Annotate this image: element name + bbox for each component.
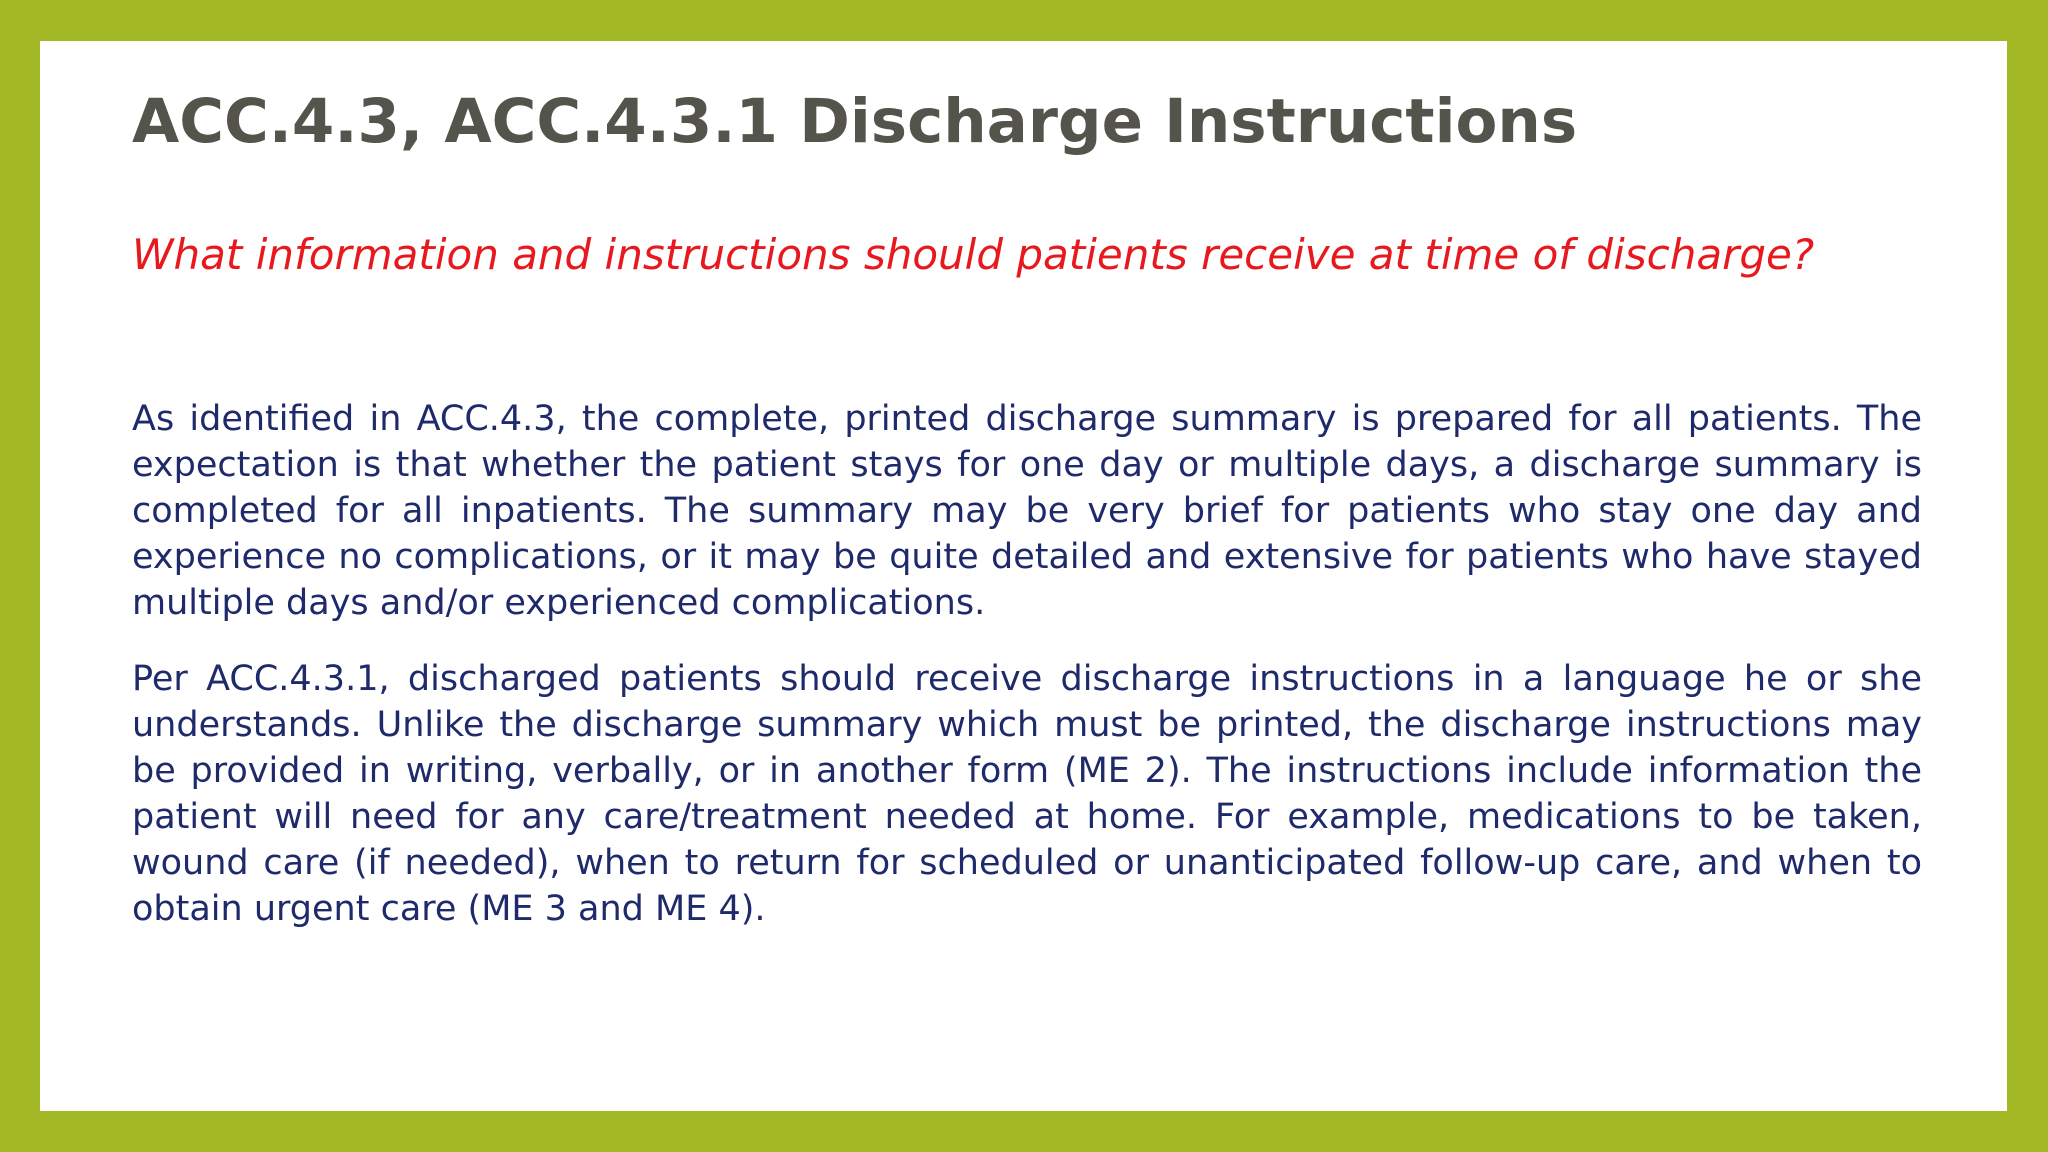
slide-question: What information and instructions should patients receive at time of discharge? [132, 230, 1815, 279]
slide [40, 41, 2007, 1111]
body-paragraph-2: Per ACC.4.3.1, discharged patients should receive discharge instructions in a language he or she understands. Unlike the discharge summary which must be printed, the discharge instructions may be provided in writing, verbally, or in another form (ME 2). The instructions include information the patient will need for any care/treatment needed at home. For example, medications to be taken, wound care (if needed), when to return for scheduled or unanticipated follow-up care, and when to obtain urgent care (ME 3 and ME 4). [132, 659, 1922, 929]
body-paragraph-1: As identified in ACC.4.3, the complete, printed discharge summary is prepared for all patients. The expectation is that whether the patient stays for one day or multiple days, a discharge summary is completed for all inpatients. The summary may be very brief for patients who stay one day and experience no complications, or it may be quite detailed and extensive for patients who have stayed multiple days and/or experienced complications. [132, 399, 1922, 623]
slide-title: ACC.4.3, ACC.4.3.1 Discharge Instructions [132, 86, 1578, 157]
slide-body [132, 396, 1922, 962]
